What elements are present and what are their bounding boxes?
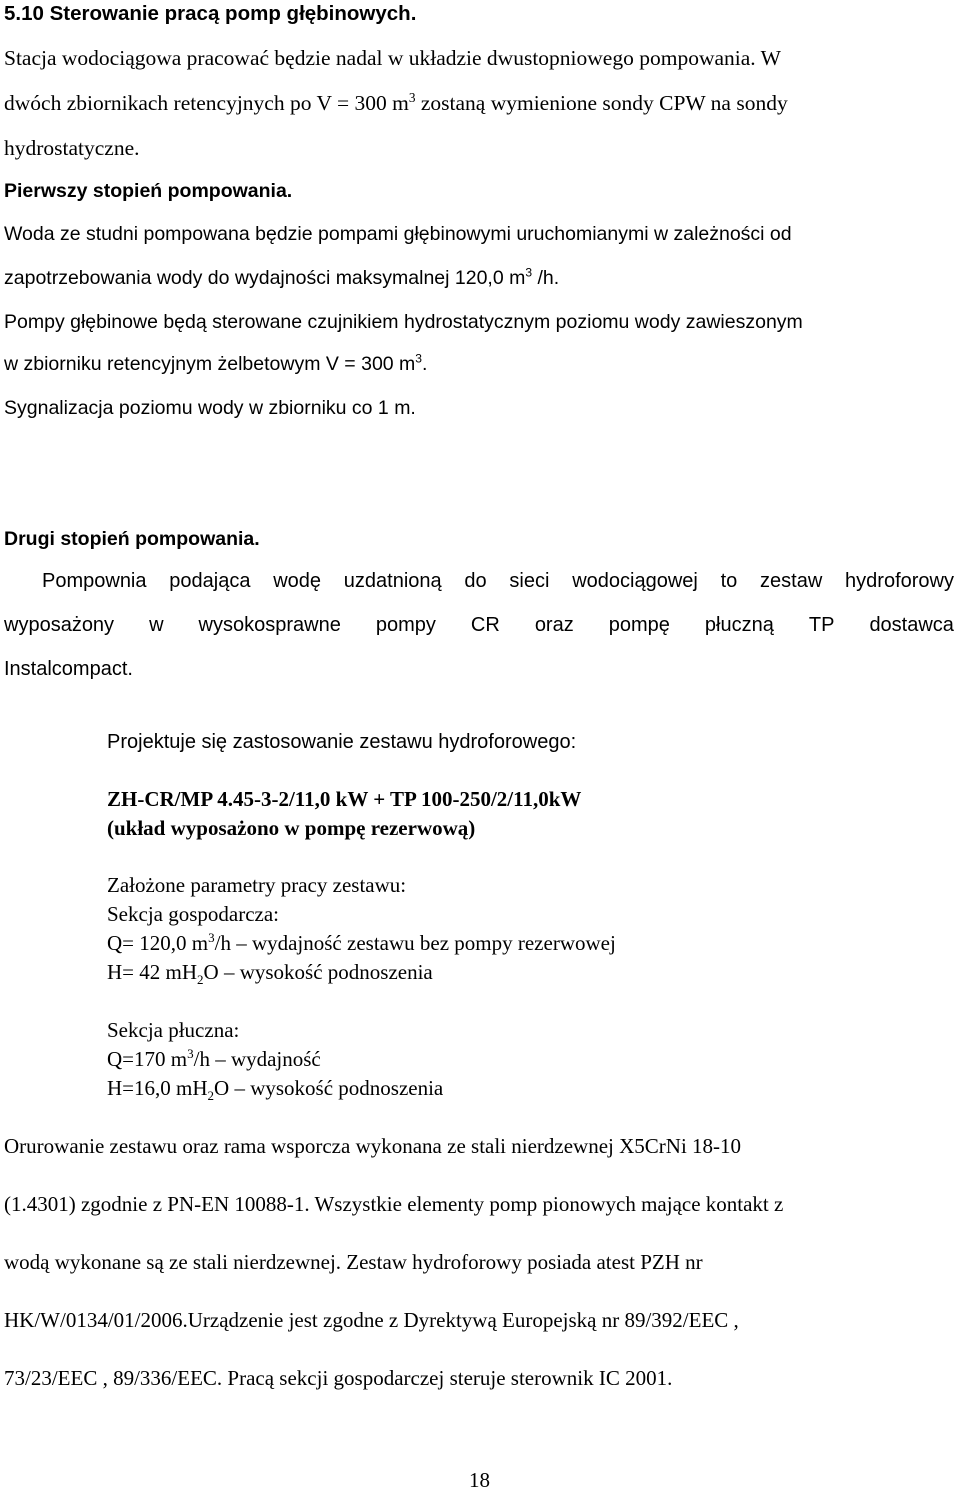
intro-line-3: hydrostatyczne. [4,136,140,160]
econ-head: H= 42 $mH_2O$ – wysokość podnoszenia [107,960,433,988]
stage1-para2-line1: Pompy głębinowe będą sterowane czujnikiem hydrostatycznym poziomu wody zawieszonym [4,311,803,333]
stage1-para1-line1: Woda ze studni pompowana będzie pompami głębinowymi uruchomianymi w zależności od [4,223,792,245]
stage2-heading: Drugi stopień pompowania. [4,528,260,550]
econ-flow: Q= 120,0 $m^3/h$ – wydajność zestawu bez pompy rezerwowej [107,930,616,955]
intro-line-1: Stacja wodociągowa pracować będzie nadal w układzie dwustopniowego pompowania. W [4,46,781,70]
stage2-para-line1: Pompownia podająca wodę uzdatnioną do sieci wodociągowej to zestaw hydroforowy [42,570,954,592]
stage2-para-line3: Instalcompact. [4,658,133,680]
wash-flow: Q=170 $m^3/h$ – wydajność [107,1046,321,1071]
econ-section-title: Sekcja gospodarcza: [107,902,280,926]
pump-set-note: (układ wyposażono w pompę rezerwową) [107,816,476,840]
stage1-para3: Sygnalizacja poziomu wody w zbiorniku co 1 m. [4,397,416,419]
project-intro: Projektuje się zastosowanie zestawu hydroforowego: [107,731,577,753]
page-number: 18 [469,1468,490,1492]
closing-line-5: 73/23/EEC , 89/336/EEC. Pracą sekcji gospodarczej steruje sterownik IC 2001. [4,1366,673,1390]
wash-section-title: Sekcja płuczna: [107,1018,240,1042]
closing-line-1: Orurowanie zestawu oraz rama wsporcza wykonana ze stali nierdzewnej X5CrNi 18-10 [4,1134,742,1158]
intro-line-2: dwóch zbiornikach retencyjnych po V = 300 $m^3$ zostaną wymienione sondy CPW na sondy [4,89,788,115]
stage1-para2-line2: w zbiorniku retencyjnym żelbetowym V = 300 $m^3$. [4,351,428,375]
pump-set-model: ZH-CR/MP 4.45-3-2/11,0 kW + TP 100-250/2/11,0kW [107,787,582,811]
closing-line-3: wodą wykonane są ze stali nierdzewnej. Zestaw hydroforowy posiada atest PZH nr [4,1250,703,1274]
stage2-para-line2: wyposażony w wysokosprawne pompy CR oraz pompę płuczną TP dostawca [4,614,954,636]
wash-head: H=16,0 $mH_2O$ – wysokość podnoszenia [107,1076,444,1104]
params-title: Założone parametry pracy zestawu: [107,873,407,897]
section-heading: 5.10 Sterowanie pracą pomp głębinowych. [4,2,417,25]
closing-line-4: HK/W/0134/01/2006.Urządzenie jest zgodne z Dyrektywą Europejską nr 89/392/EEC , [4,1308,739,1332]
stage1-heading: Pierwszy stopień pompowania. [4,180,293,202]
stage1-para1-line2: zapotrzebowania wody do wydajności maksymalnej 120,0 $m^3$ /h. [4,265,560,289]
closing-line-2: (1.4301) zgodnie z PN-EN 10088-1. Wszystkie elementy pomp pionowych mające kontakt z [4,1192,784,1216]
